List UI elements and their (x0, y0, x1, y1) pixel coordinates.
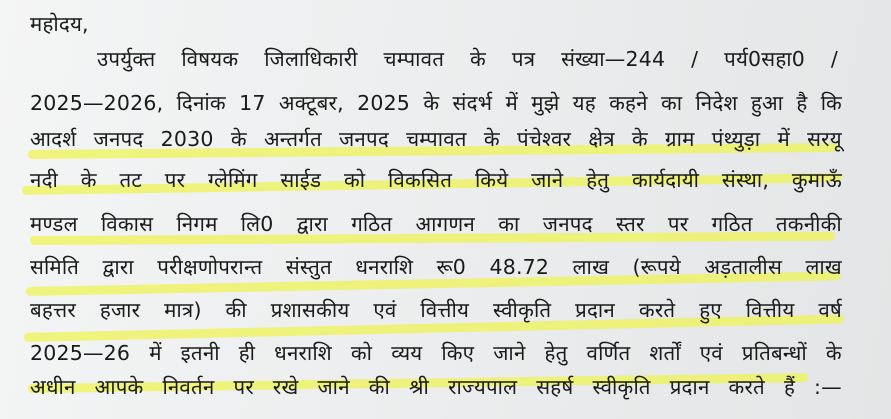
body-line-1: उपर्युक्त विषयक जिलाधिकारी चम्पावत के पत्र संख्या—244 / पर्य0सहा0 / (97, 47, 838, 71)
body-line-7: बहत्तर हजार मात्र) की प्रशासकीय एवं वित्तीय स्वीकृति प्रदान करते हुए वित्तीय वर्ष (30, 298, 842, 322)
body-line-2: 2025—2026, दिनांक 17 अक्टूबर, 2025 के संदर्भ में मुझे यह कहने का निदेश हुआ है कि (30, 91, 842, 115)
salutation: महोदय, (30, 12, 89, 36)
body-line-6: समिति द्वारा परीक्षणोपरान्त संस्तुत धनराशि रू0 48.72 लाख (रूपये अड़तालीस लाख (30, 255, 842, 279)
body-line-3: आदर्श जनपद 2030 के अन्तर्गत जनपद चम्पावत के पंचेश्वर क्षेत्र के ग्राम पंथ्युड़ा में सरयू (30, 127, 842, 151)
body-line-5: मण्डल विकास निगम लि0 द्वारा गठित आगणन का जनपद स्तर पर गठित तकनीकी (30, 212, 842, 236)
body-line-9: अधीन आपके निवर्तन पर रखे जाने की श्री राज्यपाल सहर्ष स्वीकृति प्रदान करते हैं :— (30, 375, 842, 399)
body-line-4: नदी के तट पर ग्लेमिंग साईड को विकसित किये जाने हेतु कार्यदायी संस्था, कुमाऊँ (30, 168, 842, 192)
body-line-8: 2025—26 में इतनी ही धनराशि को व्यय किए जाने हेतु वर्णित शर्तों एवं प्रतिबन्धों के (30, 341, 842, 365)
